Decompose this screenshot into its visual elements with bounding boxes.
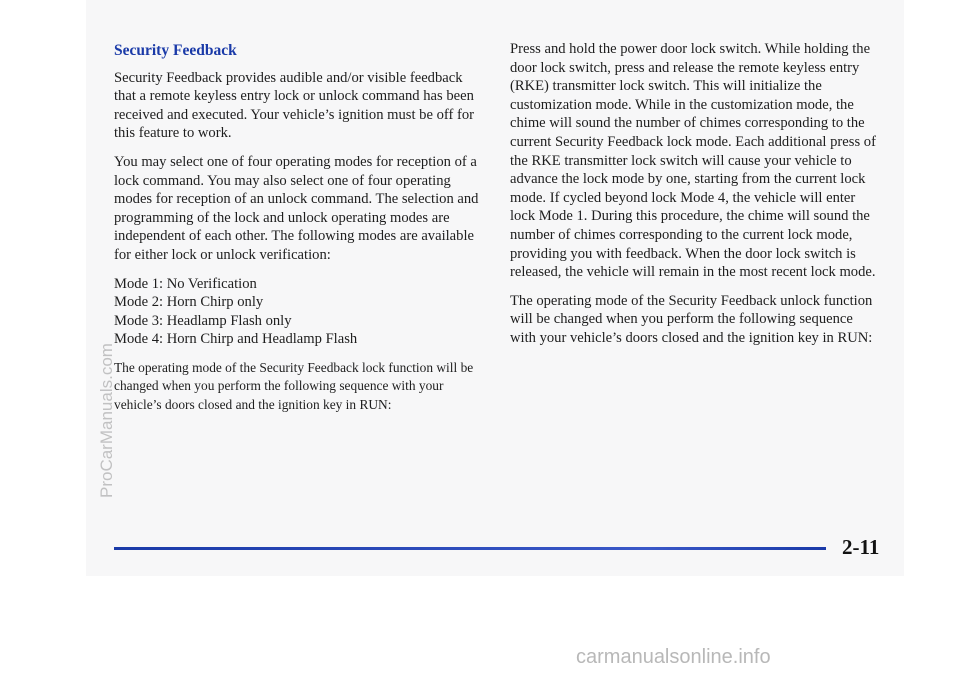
footer-rule — [114, 547, 826, 550]
list-item: Mode 3: Headlamp Flash only — [114, 312, 292, 329]
intro-paragraph: Security Feedback provides audible and/or visible feedback that a remote keyless entry lock or unlock command has been received and executed. Your vehicle’s ignition must be off for this feature to work. — [114, 69, 475, 142]
right-column — [510, 40, 882, 358]
left-column — [114, 40, 482, 424]
procedure-paragraph: Press and hold the power door lock switch. While holding the door lock switch, press and release the remote keyless entry (RKE) transmitter lock switch. This will initialize the customization mode. While in the customization mode, the chime will sound the number of chimes corresponding to the current Security Feedback lock mode. Each additional press of the RKE transmitter lock switch will cause your vehicle to advance the lock mode by one, starting from the current lock mode. If cycled beyond lock Mode 4, the vehicle will enter lock Mode 1. During this procedure, the chime will sound the number of chimes corresponding to the current lock mode, providing you with feedback. When the door lock switch is released, the vehicle will remain in the most recent lock mode. — [510, 41, 876, 281]
section-heading: Security Feedback — [114, 42, 237, 59]
list-item: Mode 1: No Verification — [114, 275, 257, 292]
bottom-watermark: carmanualsonline.info — [576, 646, 771, 668]
unlock-sequence-paragraph: The operating mode of the Security Feedback unlock function will be changed when you perform the following sequence with your vehicle’s doors closed and the ignition key in RUN: — [510, 292, 873, 346]
side-watermark: ProCarManuals.com — [97, 343, 116, 498]
page-number: 2-11 — [842, 535, 880, 559]
lock-sequence-paragraph: The operating mode of the Security Feedback lock function will be changed when you perform the following sequence with your vehicle’s doors closed and the ignition key in RUN: — [114, 359, 474, 412]
mode-list — [114, 275, 482, 349]
list-item: Mode 2: Horn Chirp only — [114, 294, 264, 311]
modes-intro-paragraph: You may select one of four operating modes for reception of a lock command. You may also select one of four operating modes for reception of an unlock command. The selection and programming of the lock and unlock operating modes are independent of each other. The following modes are available for either lock or unlock verification: — [114, 153, 479, 263]
list-item: Mode 4: Horn Chirp and Headlamp Flash — [114, 331, 358, 348]
